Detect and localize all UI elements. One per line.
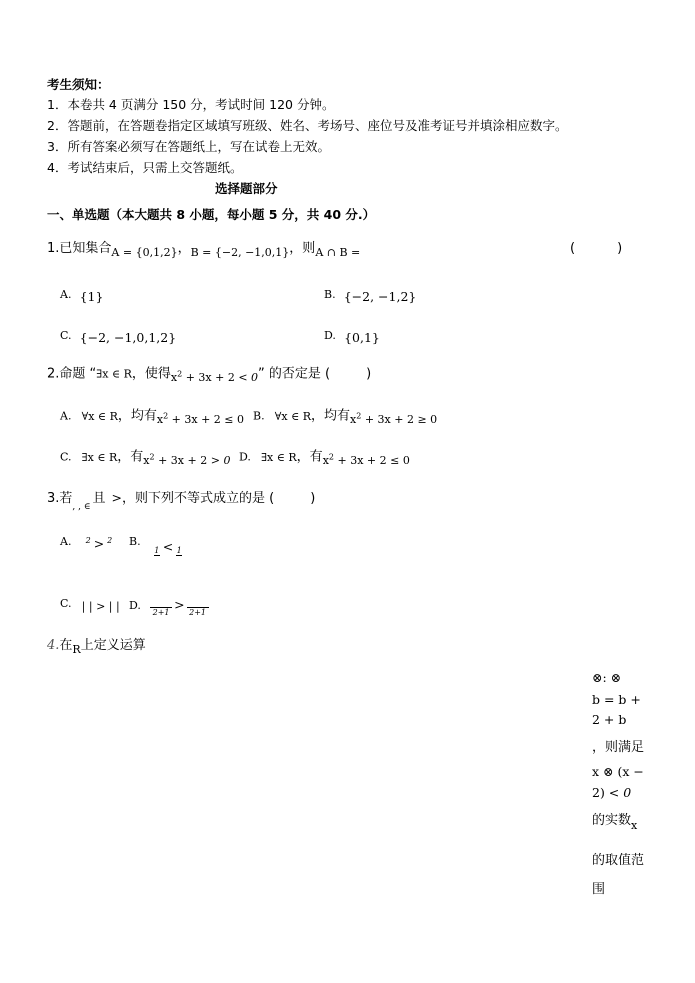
q4-range-text-2: 围	[592, 882, 606, 897]
q2-option-c: C. ∃x ∈ R，有$_{x^2 + 3x + 2 > 0}$	[60, 449, 231, 467]
q4-operation-line-2: b = b +	[592, 692, 641, 707]
q2-option-a: A. ∀x ∈ R，均有$_{x^2 + 3x + 2 \le 0}$	[60, 408, 245, 426]
q3-number: 3.	[47, 491, 60, 506]
q1-comma: ，	[177, 241, 191, 256]
q4-inequality-line-2: 2) < 0	[592, 785, 632, 800]
question-1	[47, 241, 361, 259]
question-2: 2.命题 “∃x ∈ R，使得$_{x^2 + 3x + 2 < 0}$” 的否定是 ( )	[47, 366, 372, 384]
q1-set-b: B = {−2, −1,0,1}	[190, 246, 290, 259]
q1-option-d: D. {0,1}	[324, 329, 380, 345]
notice-item-3: 3．所有答案必须写在答题纸上，写在试卷上无效。	[47, 139, 330, 154]
q1-option-b: B. {−2, −1,2}	[324, 288, 417, 304]
q4-operation-line-3: 2 + b	[592, 712, 627, 727]
q4-number: 4.	[47, 638, 60, 653]
q1-option-a: A. {1}	[60, 288, 104, 304]
q4-real-number-text: 的实数$_x$	[592, 813, 638, 832]
question-4: 4.在$_R$上定义运算	[47, 638, 146, 656]
section-title: 选择题部分	[215, 181, 278, 196]
q4-inequality-line-1: x ⊗ (x −	[592, 764, 644, 779]
q1-option-c: C. {−2, −1,0,1,2}	[60, 329, 177, 345]
q2-option-d: D. ∃x ∈ R，有$_{x^2 + 3x + 2 \le 0}$	[239, 449, 410, 467]
question-3: 3.若$_{, , \in}$且 >，则下列不等式成立的是 ( )	[47, 490, 316, 512]
q2-option-b: B. ∀x ∈ R，均有$_{x^2 + 3x + 2 \ge 0}$	[253, 408, 438, 426]
q1-then: ，则	[289, 241, 316, 256]
q1-expression: A ∩ B =	[315, 246, 361, 259]
q4-condition-text: ，则满足	[592, 740, 645, 755]
part-title: 一、单选题（本大题共 8 小题，每小题 5 分，共 40 分.）	[47, 207, 376, 222]
q4-range-text-1: 的取值范	[592, 853, 645, 868]
q1-number: 1.	[47, 241, 60, 256]
q2-number: 2.	[47, 366, 60, 382]
notice-item-1: 1．本卷共 4 页满分 150 分，考试时间 120 分钟。	[47, 97, 335, 112]
q4-operation-def: ⊗: ⊗	[592, 670, 622, 685]
q3-option-a: A. 2 > 2	[60, 535, 113, 551]
q3-option-d: D. 2+1 > 2+1	[129, 597, 209, 612]
q3-option-c: C. $_{| | > | |}$	[60, 597, 120, 613]
q1-set-a: A = {0,1,2}	[111, 246, 178, 259]
notice-title: 考生须知：	[47, 77, 110, 92]
q1-prefix: 已知集合	[59, 241, 112, 256]
q1-answer-paren: ( )	[570, 241, 623, 256]
notice-item-2: 2．答题前，在答题卷指定区域填写班级、姓名、考场号、座位号及准考证号并填涂相应数字。	[47, 118, 568, 133]
notice-item-4: 4．考试结束后，只需上交答题纸。	[47, 160, 243, 175]
q3-option-b: B. 1 < 1	[129, 535, 182, 555]
